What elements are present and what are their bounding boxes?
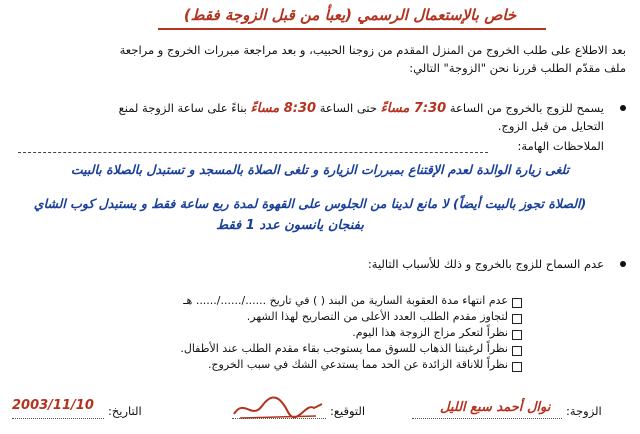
reason-1-checkbox[interactable] (512, 298, 522, 308)
reason-3-text: نظراً لتعكر مزاج الزوجة هذا اليوم. (352, 326, 508, 339)
intro-text-line-1: بعد الاطلاع على طلب الخروج من المنزل المقدم من زوجنا الحبيب، و بعد مراجعة مبررات الخروج و مراجعة (119, 43, 626, 57)
from-time[interactable]: 7:30 مساءً (380, 101, 447, 116)
date-dots (12, 418, 104, 419)
allow-exit-line-2: التحايل من قبل الزوج. (497, 119, 604, 133)
signature-dots (232, 418, 326, 419)
reason-4-text: نظراً لرغبتنا الذهاب للسوق مما يستوجب بقاء مقدم الطلب عند الأطفال. (180, 342, 508, 355)
allow-middle: حتى الساعة (319, 101, 378, 115)
reason-2-checkbox[interactable] (512, 314, 522, 324)
allow-exit-line (14, 100, 604, 117)
date-field[interactable]: 2003/11/10 (12, 398, 94, 413)
wife-label: الزوجة: (566, 404, 602, 418)
title-underline (158, 28, 546, 30)
handwritten-note-2[interactable]: (الصلاة تجوز بالبيت أيضاً) لا مانع لدينا من الجلوس على القهوة لمدة ربع ساعة فقط و يستبدل كوب الشاي (33, 196, 587, 211)
reasons-label: عدم السماح للزوج بالخروج و ذلك للأسباب التالية: (367, 257, 604, 271)
intro-text-line-2: ملف مقدّم الطلب قررنا نحن "الزوجة" التالي: (409, 61, 626, 75)
signature-label: التوقيع: (330, 404, 366, 418)
bullet-reasons (620, 261, 626, 267)
handwritten-note-1[interactable]: تلغى زيارة الوالدة لعدم الإقتناع بمبررات الزيارة و تلغى الصلاة بالمسجد و تستبدل بالصلاة بالبيت (70, 162, 570, 177)
wife-name-dots (412, 418, 562, 419)
wife-name-field[interactable]: نوال أحمد سبع الليل (440, 400, 551, 415)
reason-2-text: لتجاوز مقدم الطلب العدد الأعلى من التصاريح لهذا الشهر. (246, 310, 508, 323)
to-time[interactable]: 8:30 مساءً (250, 101, 317, 116)
allow-suffix: بناءً على ساعة الزوجة لمنع (118, 101, 247, 115)
date-label: التاريخ: (108, 404, 142, 418)
bullet-allow (620, 105, 626, 111)
reason-1-text: عدم انتهاء مدة العقوبة السارية من البند ( ) في تاريخ ....../....../...... هـ (183, 294, 508, 307)
notes-label: الملاحظات الهامة: (517, 139, 604, 153)
reason-5-checkbox[interactable] (512, 362, 522, 372)
notes-dash-line (18, 152, 488, 153)
handwritten-note-3[interactable]: بفنجان يانسون عدد 1 فقط (216, 218, 364, 233)
reason-3-checkbox[interactable] (512, 330, 522, 340)
form-title: خاص بالإستعمال الرسمي (يعبأ من قبل الزوجة فقط) (183, 6, 517, 24)
allow-prefix: يسمح للزوج بالخروج من الساعة (449, 101, 604, 115)
reason-5-text: نظراً للاناقة الزائدة عن الحد مما يستدعي الشك في سبب الخروج. (207, 358, 508, 371)
reason-4-checkbox[interactable] (512, 346, 522, 356)
